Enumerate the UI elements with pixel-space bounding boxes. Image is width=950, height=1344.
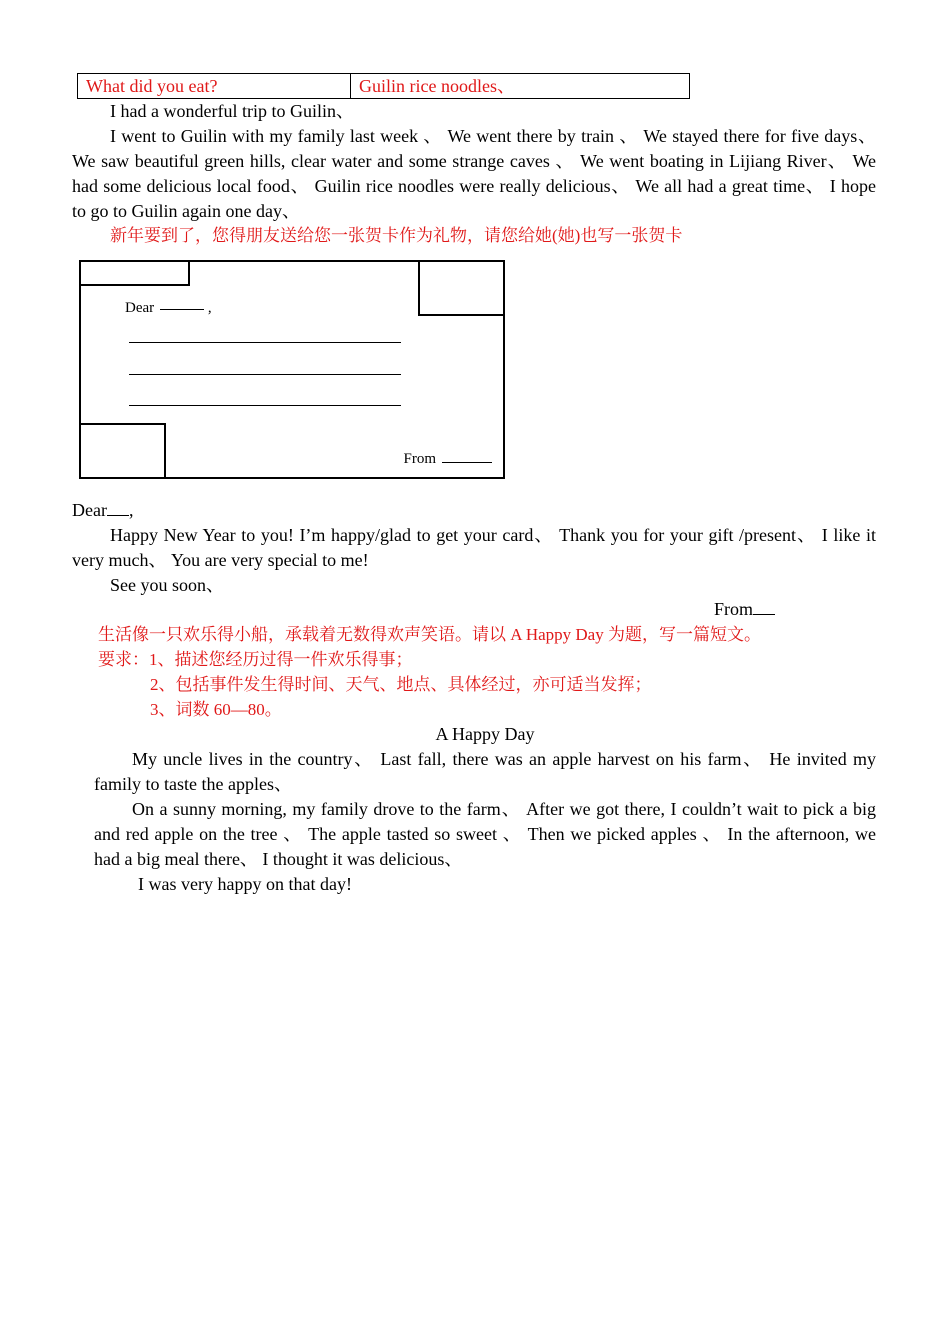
card-from: From [403, 451, 492, 468]
letter-from-blank [753, 600, 775, 615]
guilin-first-line: I had a wonderful trip to Guilin、 [110, 101, 354, 121]
card-corner-box [81, 423, 166, 477]
table-question-cell: What did you eat? [78, 74, 351, 98]
requirement-1: 要求：1、描述您经历过得一件欢乐得事； [98, 650, 413, 669]
letter-from: From [714, 597, 775, 622]
letter-closing: See you soon、 [110, 575, 224, 595]
card-writing-line [129, 342, 401, 343]
greeting-card-figure [79, 260, 505, 479]
requirement-3: 3、词数 60—80。 [150, 700, 282, 719]
essay-title: A Happy Day [435, 724, 535, 744]
card-writing-line [129, 374, 401, 375]
essay-paragraph-3: I was very happy on that day! [138, 874, 352, 894]
letter-dear-blank [107, 501, 129, 516]
card-writing-line [129, 405, 401, 406]
letter-dear: Dear , [72, 500, 134, 520]
card-from-blank [442, 462, 492, 463]
requirement-2: 2、包括事件发生得时间、天气、地点、具体经过，亦可适当发挥； [150, 675, 652, 694]
card-instruction: 新年要到了，您得朋友送给您一张贺卡作为礼物，请您给她(她)也写一张贺卡 [110, 226, 683, 245]
card-dear: Dear , [125, 300, 212, 316]
answer-table [77, 73, 690, 99]
essay-paragraph-1: My uncle lives in the country、 Last fall, there was an apple harvest on his farm、 He invited my family to taste the apples、 [94, 749, 876, 794]
table-answer-cell: Guilin rice noodles、 [359, 76, 515, 96]
essay-paragraph-2: On a sunny morning, my family drove to the farm、 After we got there, I couldn’t wait to pick a big and red apple on the tree 、 The apple tasted so sweet 、 Then we picked apples 、 In the afternoon, we had a big meal there、 I thought it was delicious、 [94, 799, 876, 869]
letter-body: Happy New Year to you! I’m happy/glad to get your card、 Thank you for your gift /present、 I like it very much、 You are very special to me! [72, 525, 876, 570]
guilin-paragraph: I went to Guilin with my family last week 、 We went there by train 、 We stayed there for five days、 We saw beautiful green hills, clear water and some strange caves 、 We went boating in Lijiang River、 We had some delicious local food、 Guilin rice noodles were really delicious、 We all had a great time、 I hope to go to Guilin again one day、 [72, 126, 876, 221]
card-stamp-box [418, 262, 503, 316]
card-corner-box [81, 262, 190, 286]
card-dear-blank [160, 309, 204, 310]
happy-day-prompt: 生活像一只欢乐得小船，承载着无数得欢声笑语。请以 A Happy Day 为题，写一篇短文。 [98, 625, 761, 644]
